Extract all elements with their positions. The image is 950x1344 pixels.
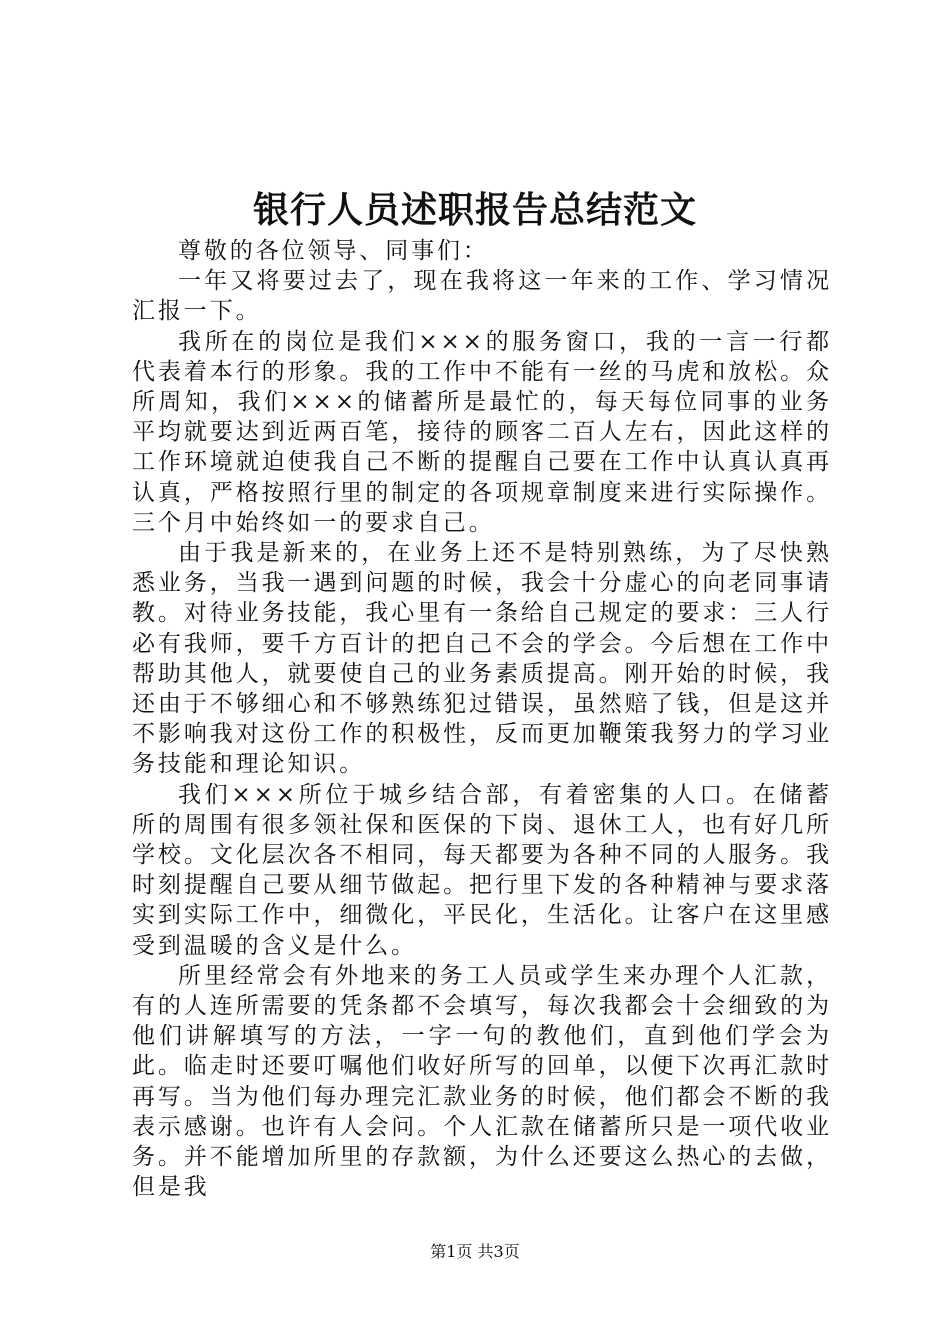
paragraph-salutation: 尊敬的各位领导、同事们： [178,238,489,264]
document-title: 银行人员述职报告总结范文 [252,189,697,231]
document-body [132,236,832,1203]
paragraph-position: 我所在的岗位是我们×××的服务窗口，我的一言一行都代表着本行的形象。我的工作中不能有一丝的马虎和放松。众所周知，我们×××的储蓄所是最忙的，每天每位同事的业务平均就要达到近两百笔，接待的顾客二百人左右，因此这样的工作环境就迫使我自己不断的提醒自己要在工作中认真认真再认真，严格按照行里的制定的各项规章制度来进行实际操作。三个月中始终如一的要求自己。 [132,328,832,536]
paragraph-remittance: 所里经常会有外地来的务工人员或学生来办理个人汇款，有的人连所需要的凭条都不会填写，每次我都会十会细致的为他们讲解填写的方法，一字一句的教他们，直到他们学会为此。临走时还要叮嘱他们收好所写的回单，以便下次再汇款时再写。当为他们每办理完汇款业务的时候，他们都会不断的我表示感谢。也许有人会问。个人汇款在储蓄所只是一项代收业务。并不能增加所里的存款额，为什么还要这么热心的去做，但是我 [132,962,832,1201]
page-number-footer: 第1页 共3页 [430,1242,520,1261]
paragraph-location: 我们×××所位于城乡结合部，有着密集的人口。在储蓄所的周围有很多领社保和医保的下岗、退休工人，也有好几所学校。文化层次各不相同，每天都要为各种不同的人服务。我时刻提醒自己要从细节做起。把行里下发的各种精神与要求落实到实际工作中，细微化，平民化，生活化。让客户在这里感受到温暖的含义是什么。 [132,781,832,959]
paragraph-learning: 由于我是新来的，在业务上还不是特别熟练，为了尽快熟悉业务，当我一遇到问题的时候，我会十分虚心的向老同事请教。对待业务技能，我心里有一条给自己规定的要求：三人行必有我师，要千方百计的把自己不会的学会。今后想在工作中帮助其他人，就要使自己的业务素质提高。刚开始的时候，我还由于不够细心和不够熟练犯过错误，虽然赔了钱，但是这并不影响我对这份工作的积极性，反而更加鞭策我努力的学习业务技能和理论知识。 [132,540,832,778]
paragraph-intro: 一年又将要过去了，现在我将这一年来的工作、学习情况汇报一下。 [132,268,832,325]
